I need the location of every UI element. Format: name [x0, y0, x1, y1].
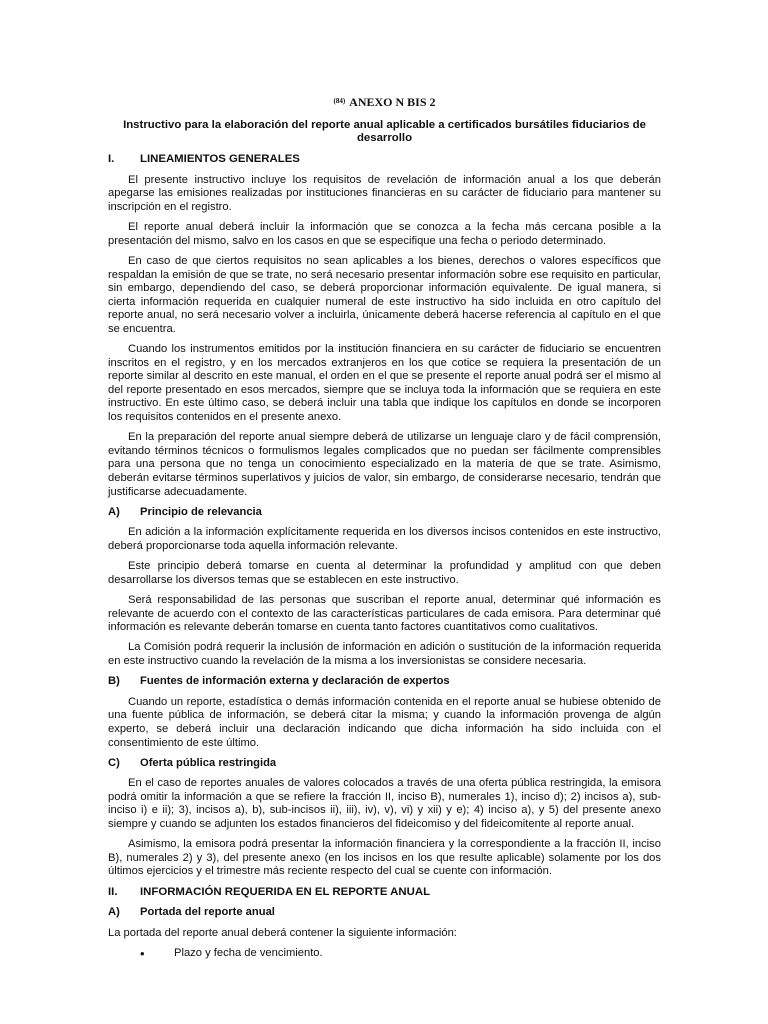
section-title: INFORMACIÓN REQUERIDA EN EL REPORTE ANUAL [140, 885, 431, 898]
paragraph: En adición a la información explícitamente requerida en los diversos incisos contenidos en este instructivo, deberá proporcionarse toda aquella información relevante. [108, 526, 661, 552]
subsection-letter: A) [108, 906, 120, 919]
section-title: LINEAMIENTOS GENERALES [140, 153, 300, 166]
subsection-title: Fuentes de información externa y declaración de expertos [140, 675, 450, 688]
document-content [108, 96, 661, 967]
paragraph: En caso de que ciertos requisitos no sean aplicables a los bienes, derechos o valores específicos que respaldan la emisión de que se trate, no será necesario presentar información sobre ese requisito en particular, sin embargo, dependiendo del caso, se deberá proporcionar información equivalente. De igual manera, si cierta información requerida en cualquier numeral de este instructivo ha sido incluida en otro capítulo del reporte anual, no será necesario volver a incluirla, únicamente deberá hacerse referencia al capítulo en el que se encuentra. [108, 254, 661, 335]
paragraph: En el caso de reportes anuales de valores colocados a través de una oferta pública restringida, la emisora podrá omitir la información a que se refiere la fracción II, inciso B), numerales 1), inciso d); 2) incisos a), sub-inciso i) e ii); 3), incisos a), b), sub-incisos ii), iii), iv), v), vi) y xii) y e); 4) inciso a), y 5) del presente anexo siempre y cuando se adjunten los estados financieros del fideicomiso y del fideicomitente al reporte anual. [108, 777, 661, 831]
paragraph: Este principio deberá tomarse en cuenta al determinar la profundidad y amplitud con que deben desarrollarse los diversos temas que se establecen en este instructivo. [108, 560, 661, 586]
paragraph: La portada del reporte anual deberá contener la siguiente información: [108, 926, 457, 939]
paragraph: El reporte anual deberá incluir la información que se conozca a la fecha más cercana posible a la presentación del mismo, salvo en los casos en que se especifique una fecha o periodo determinado. [108, 221, 661, 247]
paragraph: Cuando los instrumentos emitidos por la institución financiera en su carácter de fiduciario se encuentren inscritos en el registro, y en los mercados extranjeros en los que cotice se requiera la presentación de un reporte similar al descrito en este manual, el orden en el que se presente el reporte anual podrá ser el mismo al del reporte presentado en esos mercados, siempre que se incluya toda la información que se requiera en este instructivo. En este último caso, se deberá incluir una tabla que indique los capítulos en donde se incorporen los requisitos contenidos en el presente anexo. [108, 343, 661, 424]
subsection-heading-portada [108, 906, 661, 920]
footnote-marker: (84) [333, 97, 346, 105]
subsection-letter: C) [108, 756, 120, 769]
paragraph: Será responsabilidad de las personas que suscriban el reporte anual, determinar qué información es relevante de acuerdo con el contexto de las características particulares de cada emisora. Para determinar qué información es relevante deberán tomarse en cuenta tanto factores cuantitativos como cualitativos. [108, 593, 661, 634]
section-heading-2 [108, 886, 661, 900]
subsection-title: Oferta pública restringida [140, 756, 277, 769]
subsection-heading-c [108, 757, 661, 771]
section-number: II. [108, 885, 118, 898]
paragraph: Cuando un reporte, estadística o demás información contenida en el reporte anual se hubiese obtenido de una fuente pública de información, se deberá citar la misma; y cuando la información provenga de algún experto, se deberá incluir una declaración indicando que dicha información ha sido incluida con el consentimiento de este último. [108, 695, 661, 749]
subsection-heading-b [108, 675, 661, 689]
subsection-letter: A) [108, 505, 120, 518]
paragraph: En la preparación del reporte anual siempre deberá de utilizarse un lenguaje claro y de fácil comprensión, evitando términos técnicos o formulismos legales complicados que no puedan ser fácilmente comprensibles para una persona que no tenga un conocimiento especializado en la materia de que se trate. Asimismo, deberán evitarse términos superlativos y juicios de valor, sin embargo, de considerarse necesario, tendrán que justificarse adecuadamente. [108, 431, 661, 498]
paragraph: El presente instructivo incluye los requisitos de revelación de información anual a los que deberán apegarse las emisiones realizadas por instituciones financieras en su carácter de fiduciario para mantener su inscripción en el registro. [108, 173, 661, 213]
paragraph: La Comisión podrá requerir la inclusión de información en adición o sustitución de la información requerida en este instructivo cuando la revelación de la misma a los inversionistas se considere necesaria. [108, 641, 661, 667]
annex-title [108, 96, 661, 110]
subsection-letter: B) [108, 675, 120, 688]
document-title: Instructivo para la elaboración del reporte anual aplicable a certificados bursátiles fiduciarios de desarrollo [123, 118, 646, 145]
bullet-item [140, 947, 661, 961]
subsection-heading-a [108, 506, 661, 520]
subsection-title: Principio de relevancia [140, 505, 262, 518]
subsection-title: Portada del reporte anual [140, 906, 275, 919]
section-heading-1 [108, 153, 661, 167]
section-number: I. [108, 153, 115, 166]
annex-title-text: ANEXO N BIS 2 [349, 95, 436, 109]
bullet-text: Plazo y fecha de vencimiento. [174, 947, 323, 960]
paragraph: Asimismo, la emisora podrá presentar la información financiera y la correspondiente a la fracción II, inciso B), numerales 2) y 3), del presente anexo (en los incisos en los que resulte aplicable) solamente por los dos últimos ejercicios y el trimestre más reciente respecto del cual se cuente con información. [108, 838, 661, 878]
bullet-icon: • [140, 946, 145, 962]
